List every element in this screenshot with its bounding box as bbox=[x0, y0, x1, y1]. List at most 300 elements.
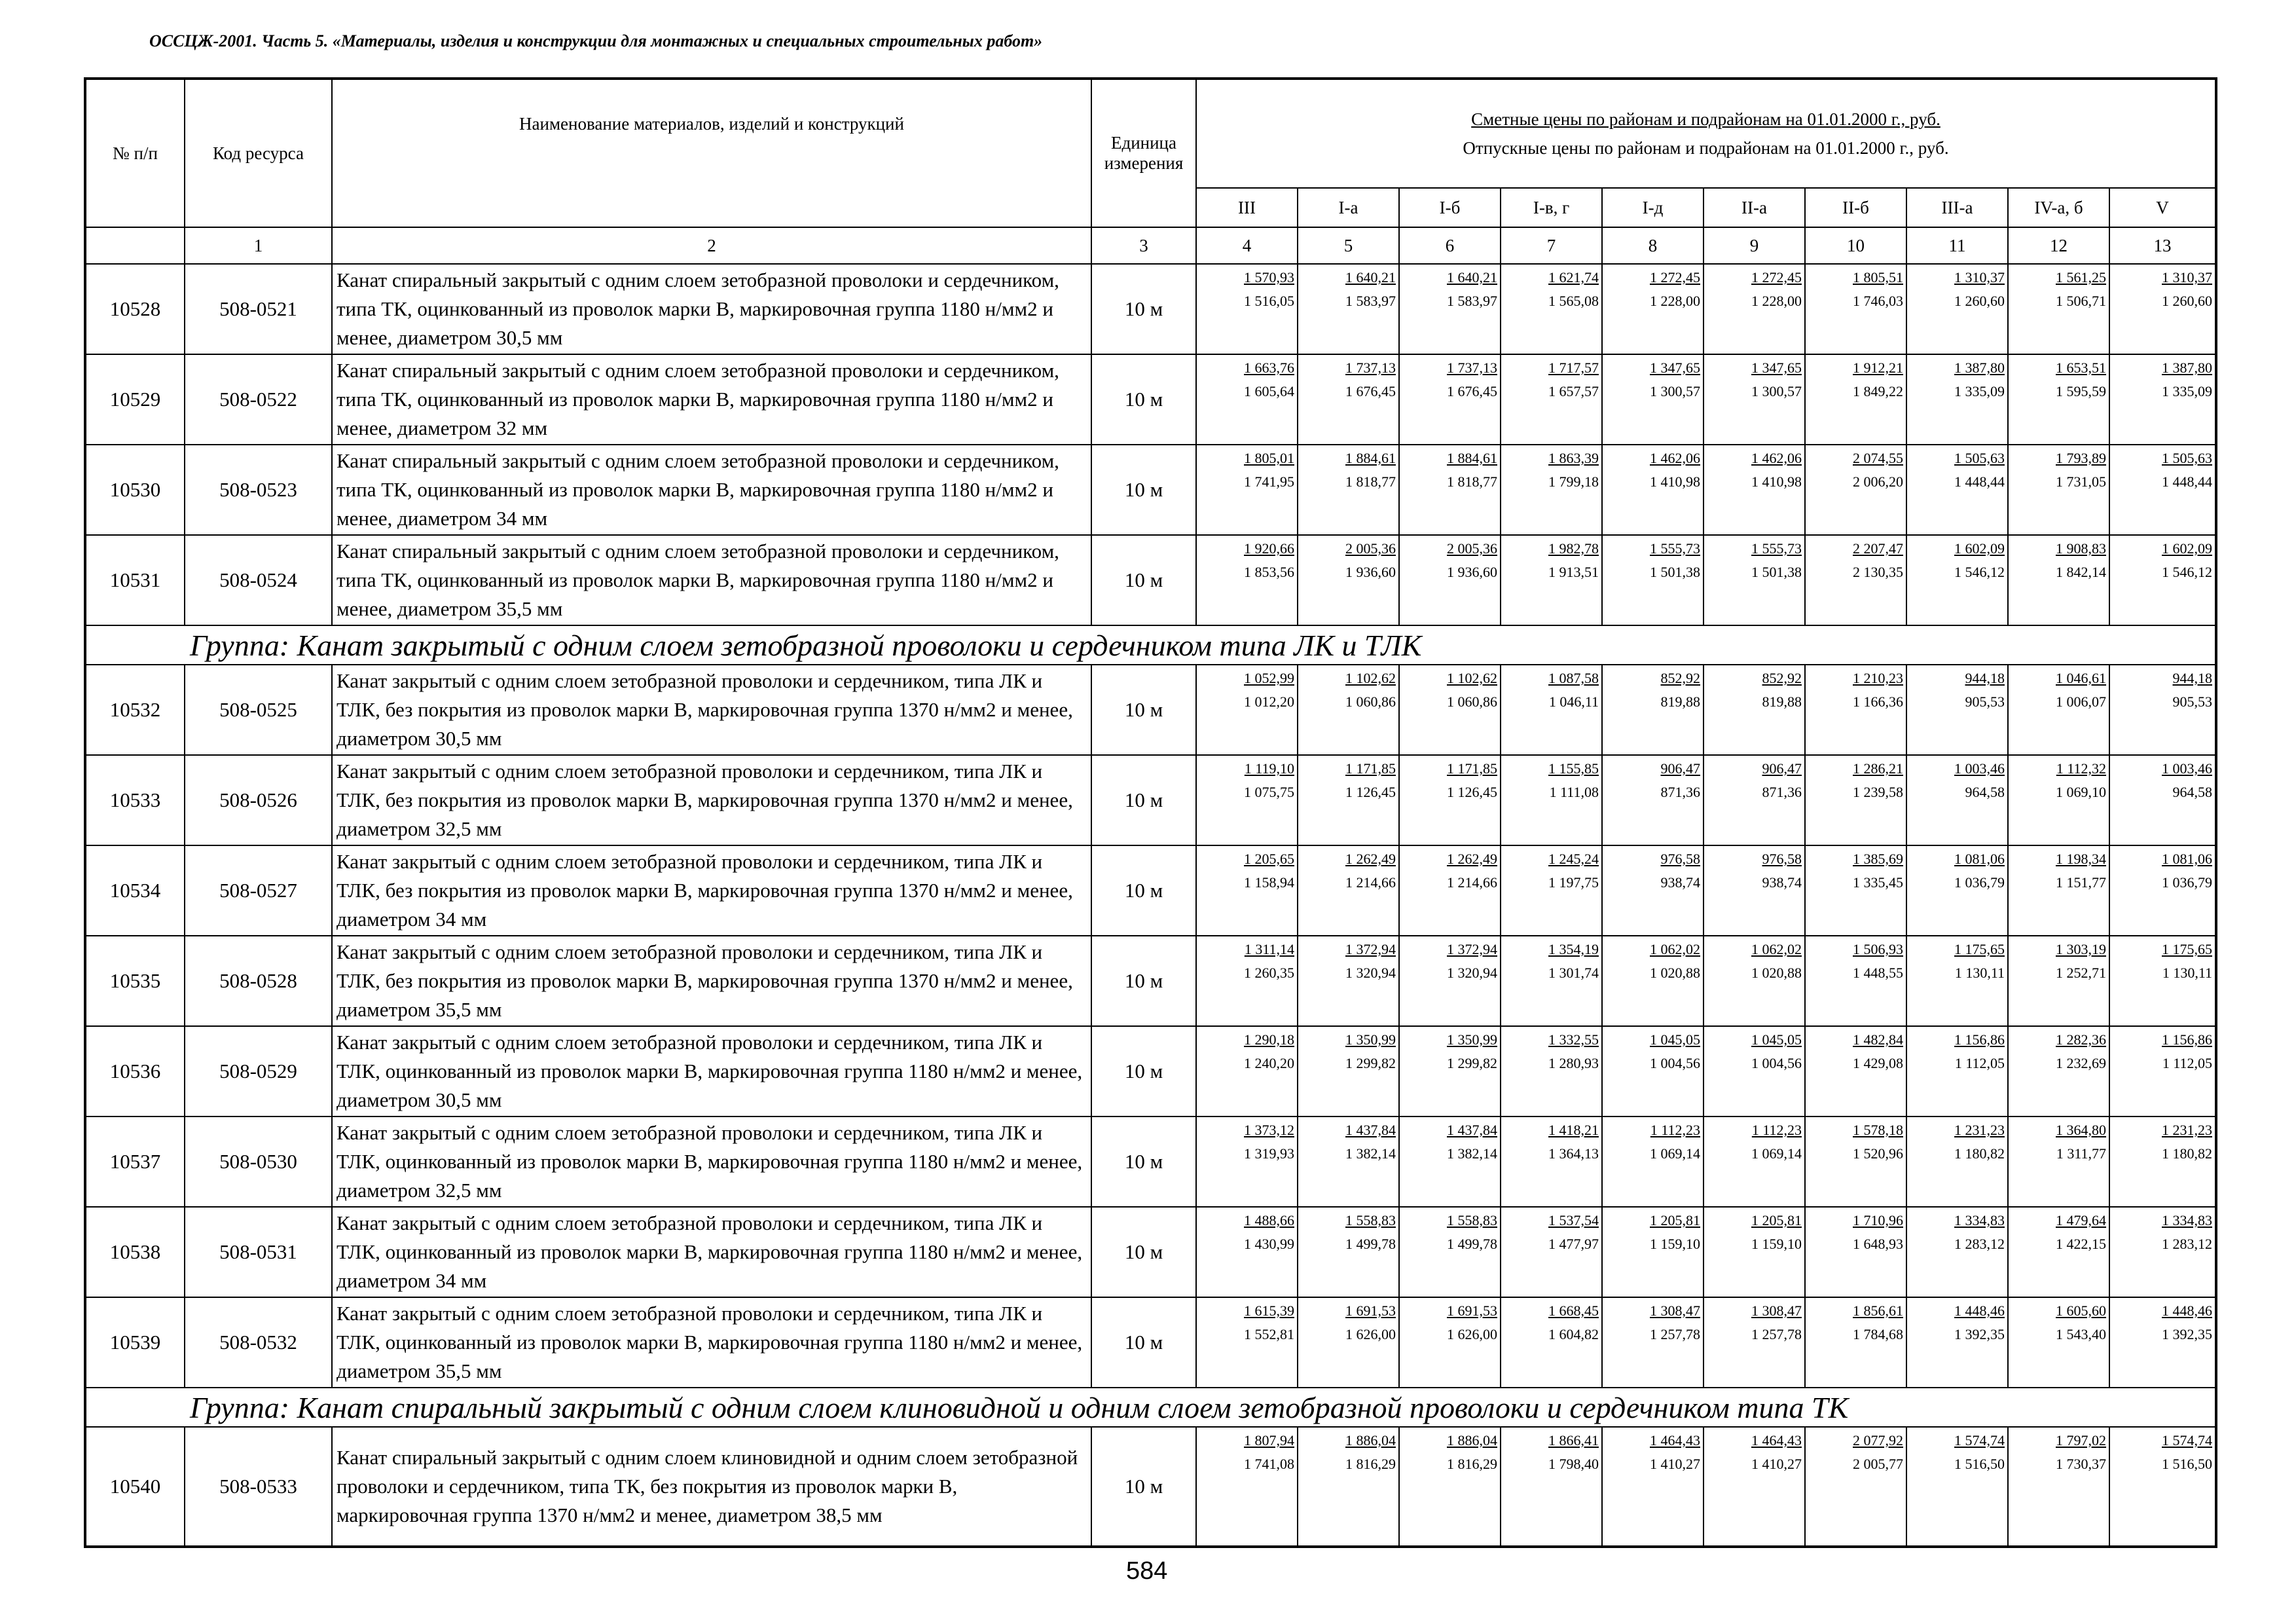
release-price: 1 166,36 bbox=[1853, 693, 1903, 710]
estimated-price: 1 437,84 bbox=[1447, 1122, 1497, 1138]
estimated-price: 1 062,02 bbox=[1751, 941, 1802, 957]
estimated-price: 1 205,65 bbox=[1244, 851, 1294, 867]
table-row bbox=[85, 535, 2216, 625]
estimated-price: 1 482,84 bbox=[1853, 1031, 1903, 1048]
release-price: 1 429,08 bbox=[1853, 1055, 1903, 1071]
estimated-price: 1 045,05 bbox=[1751, 1031, 1802, 1048]
release-price: 1 546,12 bbox=[1954, 564, 2005, 580]
release-price: 1 583,97 bbox=[1345, 293, 1396, 309]
price-cell bbox=[2008, 535, 2109, 625]
release-price: 1 232,69 bbox=[2056, 1055, 2106, 1071]
release-price: 871,36 bbox=[1762, 784, 1802, 800]
estimated-price: 1 908,83 bbox=[2056, 540, 2106, 557]
price-cell bbox=[1501, 445, 1602, 535]
price-cell bbox=[1501, 1207, 1602, 1297]
estimated-price: 1 866,41 bbox=[1548, 1432, 1599, 1449]
release-price: 1 676,45 bbox=[1447, 383, 1497, 399]
estimated-price: 1 175,65 bbox=[1954, 941, 2005, 957]
estimated-price: 2 005,36 bbox=[1447, 540, 1497, 557]
release-price: 1 159,10 bbox=[1751, 1236, 1802, 1252]
price-cell bbox=[1906, 1116, 2008, 1207]
estimated-price: 1 231,23 bbox=[2162, 1122, 2212, 1138]
estimated-price: 1 350,99 bbox=[1447, 1031, 1497, 1048]
header-colnum: 9 bbox=[1704, 227, 1805, 264]
release-price: 1 730,37 bbox=[2056, 1456, 2106, 1472]
row-name: Канат закрытый с одним слоем зетобразной проволоки и сердечником, типа ЛК и ТЛК, оцинкованный из проволок марки В, маркировочная группа 1180 н/мм2 и менее, диаметром 35,5 мм bbox=[332, 1297, 1091, 1388]
price-cell bbox=[1501, 755, 1602, 845]
row-unit: 10 м bbox=[1091, 264, 1196, 354]
table-row bbox=[85, 1207, 2216, 1297]
release-price: 1 913,51 bbox=[1548, 564, 1599, 580]
estimated-price: 1 205,81 bbox=[1751, 1212, 1802, 1228]
row-np: 10540 bbox=[85, 1427, 185, 1547]
estimated-price: 1 102,62 bbox=[1447, 670, 1497, 686]
price-cell bbox=[1399, 535, 1501, 625]
row-code: 508-0523 bbox=[185, 445, 332, 535]
row-np: 10537 bbox=[85, 1116, 185, 1207]
estimated-price: 1 640,21 bbox=[1345, 269, 1396, 286]
release-price: 1 320,94 bbox=[1345, 965, 1396, 981]
price-cell bbox=[1704, 1297, 1805, 1388]
release-price: 1 159,10 bbox=[1650, 1236, 1700, 1252]
estimated-price: 2 077,92 bbox=[1853, 1432, 1903, 1449]
estimated-price: 1 198,34 bbox=[2056, 851, 2106, 867]
release-price: 1 798,40 bbox=[1548, 1456, 1599, 1472]
release-price: 1 784,68 bbox=[1853, 1326, 1903, 1342]
release-price: 964,58 bbox=[1965, 784, 2005, 800]
row-name: Канат закрытый с одним слоем зетобразной проволоки и сердечником, типа ЛК и ТЛК, без покрытия из проволок марки В, маркировочная группа 1370 н/мм2 и менее, диаметром 34 мм bbox=[332, 845, 1091, 936]
price-cell bbox=[1704, 755, 1805, 845]
row-unit: 10 м bbox=[1091, 535, 1196, 625]
price-cell bbox=[2008, 1427, 2109, 1547]
release-price: 1 746,03 bbox=[1853, 293, 1903, 309]
estimated-price: 1 210,23 bbox=[1853, 670, 1903, 686]
header-colnum: 10 bbox=[1805, 227, 1906, 264]
release-price: 1 180,82 bbox=[2162, 1145, 2212, 1162]
row-code: 508-0533 bbox=[185, 1427, 332, 1547]
release-price: 1 936,60 bbox=[1447, 564, 1497, 580]
release-price: 1 741,08 bbox=[1244, 1456, 1294, 1472]
row-name: Канат закрытый с одним слоем зетобразной проволоки и сердечником, типа ЛК и ТЛК, без покрытия из проволок марки В, маркировочная группа 1370 н/мм2 и менее, диаметром 35,5 мм bbox=[332, 936, 1091, 1026]
release-price: 1 816,29 bbox=[1345, 1456, 1396, 1472]
release-price: 1 126,45 bbox=[1345, 784, 1396, 800]
price-cell bbox=[2008, 936, 2109, 1026]
row-code: 508-0527 bbox=[185, 845, 332, 936]
estimated-price: 1 555,73 bbox=[1650, 540, 1700, 557]
price-cell bbox=[1196, 445, 1298, 535]
estimated-price: 1 373,12 bbox=[1244, 1122, 1294, 1138]
price-cell bbox=[2109, 936, 2216, 1026]
table-row bbox=[85, 1026, 2216, 1116]
estimated-price: 1 574,74 bbox=[1954, 1432, 2005, 1449]
release-price: 1 260,60 bbox=[1954, 293, 2005, 309]
price-cell bbox=[1298, 1116, 1399, 1207]
estimated-price: 1 334,83 bbox=[2162, 1212, 2212, 1228]
row-code: 508-0532 bbox=[185, 1297, 332, 1388]
release-price: 1 012,20 bbox=[1244, 693, 1294, 710]
row-np: 10538 bbox=[85, 1207, 185, 1297]
row-name: Канат спиральный закрытый с одним слоем зетобразной проволоки и сердечником, типа ТК, оцинкованный из проволок марки В, маркировочная группа 1180 н/мм2 и менее, диаметром 35,5 мм bbox=[332, 535, 1091, 625]
estimated-price: 1 920,66 bbox=[1244, 540, 1294, 557]
price-cell bbox=[1704, 535, 1805, 625]
release-price: 1 214,66 bbox=[1447, 874, 1497, 891]
estimated-price: 1 640,21 bbox=[1447, 269, 1497, 286]
row-np: 10539 bbox=[85, 1297, 185, 1388]
row-unit: 10 м bbox=[1091, 936, 1196, 1026]
row-name: Канат закрытый с одним слоем зетобразной проволоки и сердечником, типа ЛК и ТЛК, без покрытия из проволок марки В, маркировочная группа 1370 н/мм2 и менее, диаметром 32,5 мм bbox=[332, 755, 1091, 845]
estimated-price: 1 691,53 bbox=[1447, 1302, 1497, 1319]
price-cell bbox=[1704, 354, 1805, 445]
price-cell bbox=[1906, 264, 2008, 354]
estimated-price: 2 074,55 bbox=[1853, 450, 1903, 466]
estimated-price: 1 272,45 bbox=[1751, 269, 1802, 286]
release-price: 819,88 bbox=[1660, 693, 1700, 710]
price-cell bbox=[2109, 445, 2216, 535]
row-code: 508-0526 bbox=[185, 755, 332, 845]
estimated-price: 852,92 bbox=[1660, 670, 1700, 686]
price-cell bbox=[1196, 1297, 1298, 1388]
release-price: 1 501,38 bbox=[1751, 564, 1802, 580]
price-cell bbox=[1501, 535, 1602, 625]
header-colnum: 2 bbox=[332, 227, 1091, 264]
estimated-price: 1 282,36 bbox=[2056, 1031, 2106, 1048]
price-cell bbox=[2008, 354, 2109, 445]
release-price: 1 060,86 bbox=[1447, 693, 1497, 710]
estimated-price: 1 863,39 bbox=[1548, 450, 1599, 466]
table-row bbox=[85, 354, 2216, 445]
price-cell bbox=[1906, 1026, 2008, 1116]
price-cell bbox=[1704, 1026, 1805, 1116]
header-colnum: 7 bbox=[1501, 227, 1602, 264]
price-cell bbox=[1196, 535, 1298, 625]
row-code: 508-0528 bbox=[185, 936, 332, 1026]
price-table bbox=[84, 77, 2217, 1548]
row-np: 10534 bbox=[85, 845, 185, 936]
header-colnum: 4 bbox=[1196, 227, 1298, 264]
price-cell bbox=[1805, 1297, 1906, 1388]
estimated-price: 1 488,66 bbox=[1244, 1212, 1294, 1228]
price-cell bbox=[1298, 845, 1399, 936]
release-price: 1 501,38 bbox=[1650, 564, 1700, 580]
header-region: I-б bbox=[1399, 188, 1501, 227]
price-cell bbox=[2008, 1207, 2109, 1297]
estimated-price: 1 102,62 bbox=[1345, 670, 1396, 686]
price-cell bbox=[2109, 755, 2216, 845]
estimated-price: 1 112,23 bbox=[1751, 1122, 1802, 1138]
price-cell bbox=[1196, 264, 1298, 354]
price-cell bbox=[1602, 535, 1704, 625]
price-cell bbox=[1805, 1026, 1906, 1116]
release-price: 1 676,45 bbox=[1345, 383, 1396, 399]
release-price: 1 410,98 bbox=[1650, 473, 1700, 490]
estimated-price: 976,58 bbox=[1762, 851, 1802, 867]
release-price: 1 299,82 bbox=[1345, 1055, 1396, 1071]
estimated-price: 1 045,05 bbox=[1650, 1031, 1700, 1048]
row-np: 10528 bbox=[85, 264, 185, 354]
estimated-price: 1 691,53 bbox=[1345, 1302, 1396, 1319]
release-price: 1 228,00 bbox=[1650, 293, 1700, 309]
release-price: 1 060,86 bbox=[1345, 693, 1396, 710]
price-cell bbox=[1805, 665, 1906, 755]
price-cell bbox=[1602, 936, 1704, 1026]
price-cell bbox=[1805, 1427, 1906, 1547]
release-price: 1 382,14 bbox=[1447, 1145, 1497, 1162]
price-cell bbox=[1399, 665, 1501, 755]
header-region: IV-а, б bbox=[2008, 188, 2109, 227]
release-price: 1 853,56 bbox=[1244, 564, 1294, 580]
price-cell bbox=[1196, 354, 1298, 445]
release-price: 1 036,79 bbox=[2162, 874, 2212, 891]
release-price: 1 565,08 bbox=[1548, 293, 1599, 309]
price-cell bbox=[2109, 1207, 2216, 1297]
release-price: 1 516,50 bbox=[2162, 1456, 2212, 1472]
release-price: 1 069,10 bbox=[2056, 784, 2106, 800]
price-cell bbox=[1906, 755, 2008, 845]
price-cell bbox=[1704, 1427, 1805, 1547]
estimated-price: 1 231,23 bbox=[1954, 1122, 2005, 1138]
price-cell bbox=[1298, 755, 1399, 845]
estimated-price: 1 884,61 bbox=[1345, 450, 1396, 466]
estimated-price: 1 578,18 bbox=[1853, 1122, 1903, 1138]
release-price: 1 299,82 bbox=[1447, 1055, 1497, 1071]
estimated-price: 1 558,83 bbox=[1345, 1212, 1396, 1228]
estimated-price: 1 347,65 bbox=[1751, 360, 1802, 376]
estimated-price: 1 347,65 bbox=[1650, 360, 1700, 376]
price-cell bbox=[1501, 1297, 1602, 1388]
price-cell bbox=[1298, 535, 1399, 625]
estimated-price: 1 574,74 bbox=[2162, 1432, 2212, 1449]
price-cell bbox=[1805, 1207, 1906, 1297]
price-cell bbox=[1602, 1297, 1704, 1388]
estimated-price: 1 310,37 bbox=[1954, 269, 2005, 286]
price-cell bbox=[1298, 1297, 1399, 1388]
price-cell bbox=[1602, 445, 1704, 535]
header-prices-release: Отпускные цены по районам и подрайонам на 01.01.2000 г., руб. bbox=[1463, 138, 1949, 158]
estimated-price: 1 372,94 bbox=[1345, 941, 1396, 957]
estimated-price: 1 262,49 bbox=[1345, 851, 1396, 867]
row-name: Канат закрытый с одним слоем зетобразной проволоки и сердечником, типа ЛК и ТЛК, оцинкованный из проволок марки В, маркировочная группа 1180 н/мм2 и менее, диаметром 34 мм bbox=[332, 1207, 1091, 1297]
table-row bbox=[85, 264, 2216, 354]
price-cell bbox=[1501, 1116, 1602, 1207]
price-cell bbox=[2008, 1026, 2109, 1116]
estimated-price: 1 797,02 bbox=[2056, 1432, 2106, 1449]
price-cell bbox=[2008, 665, 2109, 755]
header-colnum: 3 bbox=[1091, 227, 1196, 264]
row-name: Канат закрытый с одним слоем зетобразной проволоки и сердечником, типа ЛК и ТЛК, оцинкованный из проволок марки В, маркировочная группа 1180 н/мм2 и менее, диаметром 30,5 мм bbox=[332, 1026, 1091, 1116]
release-price: 1 448,44 bbox=[1954, 473, 2005, 490]
row-np: 10536 bbox=[85, 1026, 185, 1116]
release-price: 1 499,78 bbox=[1345, 1236, 1396, 1252]
price-cell bbox=[1704, 1116, 1805, 1207]
release-price: 1 069,14 bbox=[1751, 1145, 1802, 1162]
price-cell bbox=[2109, 264, 2216, 354]
estimated-price: 1 156,86 bbox=[1954, 1031, 2005, 1048]
price-cell bbox=[1906, 1297, 2008, 1388]
price-cell bbox=[2008, 445, 2109, 535]
price-cell bbox=[1602, 1427, 1704, 1547]
release-price: 1 842,14 bbox=[2056, 564, 2106, 580]
price-cell bbox=[1298, 936, 1399, 1026]
price-cell bbox=[1298, 665, 1399, 755]
row-np: 10530 bbox=[85, 445, 185, 535]
header-unit: Единица измерения bbox=[1091, 79, 1196, 227]
release-price: 1 335,09 bbox=[1954, 383, 2005, 399]
release-price: 1 605,64 bbox=[1244, 383, 1294, 399]
release-price: 1 320,94 bbox=[1447, 965, 1497, 981]
estimated-price: 1 437,84 bbox=[1345, 1122, 1396, 1138]
release-price: 1 214,66 bbox=[1345, 874, 1396, 891]
price-cell bbox=[1399, 1116, 1501, 1207]
price-cell bbox=[1501, 845, 1602, 936]
release-price: 1 239,58 bbox=[1853, 784, 1903, 800]
price-cell bbox=[2109, 535, 2216, 625]
release-price: 1 818,77 bbox=[1447, 473, 1497, 490]
estimated-price: 1 262,49 bbox=[1447, 851, 1497, 867]
release-price: 1 499,78 bbox=[1447, 1236, 1497, 1252]
price-cell bbox=[1602, 845, 1704, 936]
price-cell bbox=[1399, 936, 1501, 1026]
release-price: 1 741,95 bbox=[1244, 473, 1294, 490]
release-price: 1 252,71 bbox=[2056, 965, 2106, 981]
price-cell bbox=[1805, 445, 1906, 535]
price-cell bbox=[1602, 665, 1704, 755]
estimated-price: 1 334,83 bbox=[1954, 1212, 2005, 1228]
release-price: 1 158,94 bbox=[1244, 874, 1294, 891]
price-cell bbox=[1704, 665, 1805, 755]
row-np: 10529 bbox=[85, 354, 185, 445]
release-price: 1 046,11 bbox=[1548, 693, 1599, 710]
price-cell bbox=[1906, 936, 2008, 1026]
row-name: Канат спиральный закрытый с одним слоем зетобразной проволоки и сердечником, типа ТК, оцинкованный из проволок марки В, маркировочная группа 1180 н/мм2 и менее, диаметром 32 мм bbox=[332, 354, 1091, 445]
price-cell bbox=[1501, 1026, 1602, 1116]
price-cell bbox=[1805, 535, 1906, 625]
estimated-price: 2 207,47 bbox=[1853, 540, 1903, 557]
estimated-price: 1 087,58 bbox=[1548, 670, 1599, 686]
release-price: 1 392,35 bbox=[1954, 1326, 2005, 1342]
price-cell bbox=[1399, 845, 1501, 936]
row-name: Канат спиральный закрытый с одним слоем зетобразной проволоки и сердечником, типа ТК, оцинкованный из проволок марки В, маркировочная группа 1180 н/мм2 и менее, диаметром 30,5 мм bbox=[332, 264, 1091, 354]
release-price: 819,88 bbox=[1762, 693, 1802, 710]
price-cell bbox=[1501, 354, 1602, 445]
price-cell bbox=[1501, 936, 1602, 1026]
price-cell bbox=[2008, 845, 2109, 936]
release-price: 1 004,56 bbox=[1751, 1055, 1802, 1071]
release-price: 938,74 bbox=[1762, 874, 1802, 891]
price-cell bbox=[1805, 936, 1906, 1026]
header-colnum: 1 bbox=[185, 227, 332, 264]
release-price: 1 283,12 bbox=[2162, 1236, 2212, 1252]
row-name: Канат спиральный закрытый с одним слоем клиновидной и одним слоем зетобразной проволоки и сердечником, типа ТК, без покрытия из проволок марки В, маркировочная группа 1370 н/мм2 и менее, диаметром 38,5 мм bbox=[332, 1427, 1091, 1547]
release-price: 905,53 bbox=[2172, 693, 2212, 710]
estimated-price: 1 884,61 bbox=[1447, 450, 1497, 466]
row-unit: 10 м bbox=[1091, 1427, 1196, 1547]
estimated-price: 1 615,39 bbox=[1244, 1302, 1294, 1319]
row-name: Канат спиральный закрытый с одним слоем зетобразной проволоки и сердечником, типа ТК, оцинкованный из проволок марки В, маркировочная группа 1180 н/мм2 и менее, диаметром 34 мм bbox=[332, 445, 1091, 535]
release-price: 1 626,00 bbox=[1345, 1326, 1396, 1342]
header-name: Наименование материалов, изделий и конструкций bbox=[332, 79, 1091, 227]
price-cell bbox=[1399, 1207, 1501, 1297]
estimated-price: 1 653,51 bbox=[2056, 360, 2106, 376]
estimated-price: 944,18 bbox=[2172, 670, 2212, 686]
estimated-price: 1 717,57 bbox=[1548, 360, 1599, 376]
release-price: 1 036,79 bbox=[1954, 874, 2005, 891]
header-np: № п/п bbox=[85, 79, 185, 227]
table-row bbox=[85, 936, 2216, 1026]
release-price: 1 004,56 bbox=[1650, 1055, 1700, 1071]
header-region: III-а bbox=[1906, 188, 2008, 227]
release-price: 1 126,45 bbox=[1447, 784, 1497, 800]
estimated-price: 1 003,46 bbox=[1954, 760, 2005, 777]
release-price: 1 257,78 bbox=[1650, 1326, 1700, 1342]
price-cell bbox=[1501, 1427, 1602, 1547]
release-price: 1 075,75 bbox=[1244, 784, 1294, 800]
release-price: 1 422,15 bbox=[2056, 1236, 2106, 1252]
estimated-price: 1 046,61 bbox=[2056, 670, 2106, 686]
estimated-price: 1 385,69 bbox=[1853, 851, 1903, 867]
release-price: 964,58 bbox=[2172, 784, 2212, 800]
price-cell bbox=[1298, 354, 1399, 445]
row-unit: 10 м bbox=[1091, 1026, 1196, 1116]
estimated-price: 1 805,01 bbox=[1244, 450, 1294, 466]
estimated-price: 1 156,86 bbox=[2162, 1031, 2212, 1048]
price-cell bbox=[1399, 264, 1501, 354]
price-cell bbox=[1399, 755, 1501, 845]
estimated-price: 1 464,43 bbox=[1751, 1432, 1802, 1449]
row-code: 508-0521 bbox=[185, 264, 332, 354]
estimated-price: 1 081,06 bbox=[2162, 851, 2212, 867]
release-price: 1 112,05 bbox=[2162, 1055, 2212, 1071]
estimated-price: 1 621,74 bbox=[1548, 269, 1599, 286]
release-price: 1 731,05 bbox=[2056, 473, 2106, 490]
release-price: 1 546,12 bbox=[2162, 564, 2212, 580]
release-price: 938,74 bbox=[1660, 874, 1700, 891]
price-cell bbox=[1704, 445, 1805, 535]
price-cell bbox=[1906, 535, 2008, 625]
price-cell bbox=[1602, 354, 1704, 445]
release-price: 1 410,27 bbox=[1650, 1456, 1700, 1472]
estimated-price: 1 290,18 bbox=[1244, 1031, 1294, 1048]
release-price: 1 410,27 bbox=[1751, 1456, 1802, 1472]
release-price: 1 816,29 bbox=[1447, 1456, 1497, 1472]
estimated-price: 1 171,85 bbox=[1447, 760, 1497, 777]
release-price: 1 112,05 bbox=[1954, 1055, 2005, 1071]
header-region: I-д bbox=[1602, 188, 1704, 227]
row-code: 508-0522 bbox=[185, 354, 332, 445]
price-cell bbox=[2008, 1297, 2109, 1388]
estimated-price: 1 570,93 bbox=[1244, 269, 1294, 286]
estimated-price: 1 171,85 bbox=[1345, 760, 1396, 777]
row-unit: 10 м bbox=[1091, 845, 1196, 936]
estimated-price: 1 605,60 bbox=[2056, 1302, 2106, 1319]
header-colnum: 5 bbox=[1298, 227, 1399, 264]
row-unit: 10 м bbox=[1091, 354, 1196, 445]
header-region: II-а bbox=[1704, 188, 1805, 227]
release-price: 1 006,07 bbox=[2056, 693, 2106, 710]
release-price: 1 020,88 bbox=[1751, 965, 1802, 981]
release-price: 1 430,99 bbox=[1244, 1236, 1294, 1252]
estimated-price: 1 663,76 bbox=[1244, 360, 1294, 376]
estimated-price: 1 537,54 bbox=[1548, 1212, 1599, 1228]
price-cell bbox=[1906, 845, 2008, 936]
price-cell bbox=[1399, 1297, 1501, 1388]
release-price: 1 648,93 bbox=[1853, 1236, 1903, 1252]
price-cell bbox=[2109, 354, 2216, 445]
row-np: 10533 bbox=[85, 755, 185, 845]
estimated-price: 1 505,63 bbox=[2162, 450, 2212, 466]
estimated-price: 1 462,06 bbox=[1650, 450, 1700, 466]
estimated-price: 1 555,73 bbox=[1751, 540, 1802, 557]
row-name: Канат закрытый с одним слоем зетобразной проволоки и сердечником, типа ЛК и ТЛК, без покрытия из проволок марки В, маркировочная группа 1370 н/мм2 и менее, диаметром 30,5 мм bbox=[332, 665, 1091, 755]
